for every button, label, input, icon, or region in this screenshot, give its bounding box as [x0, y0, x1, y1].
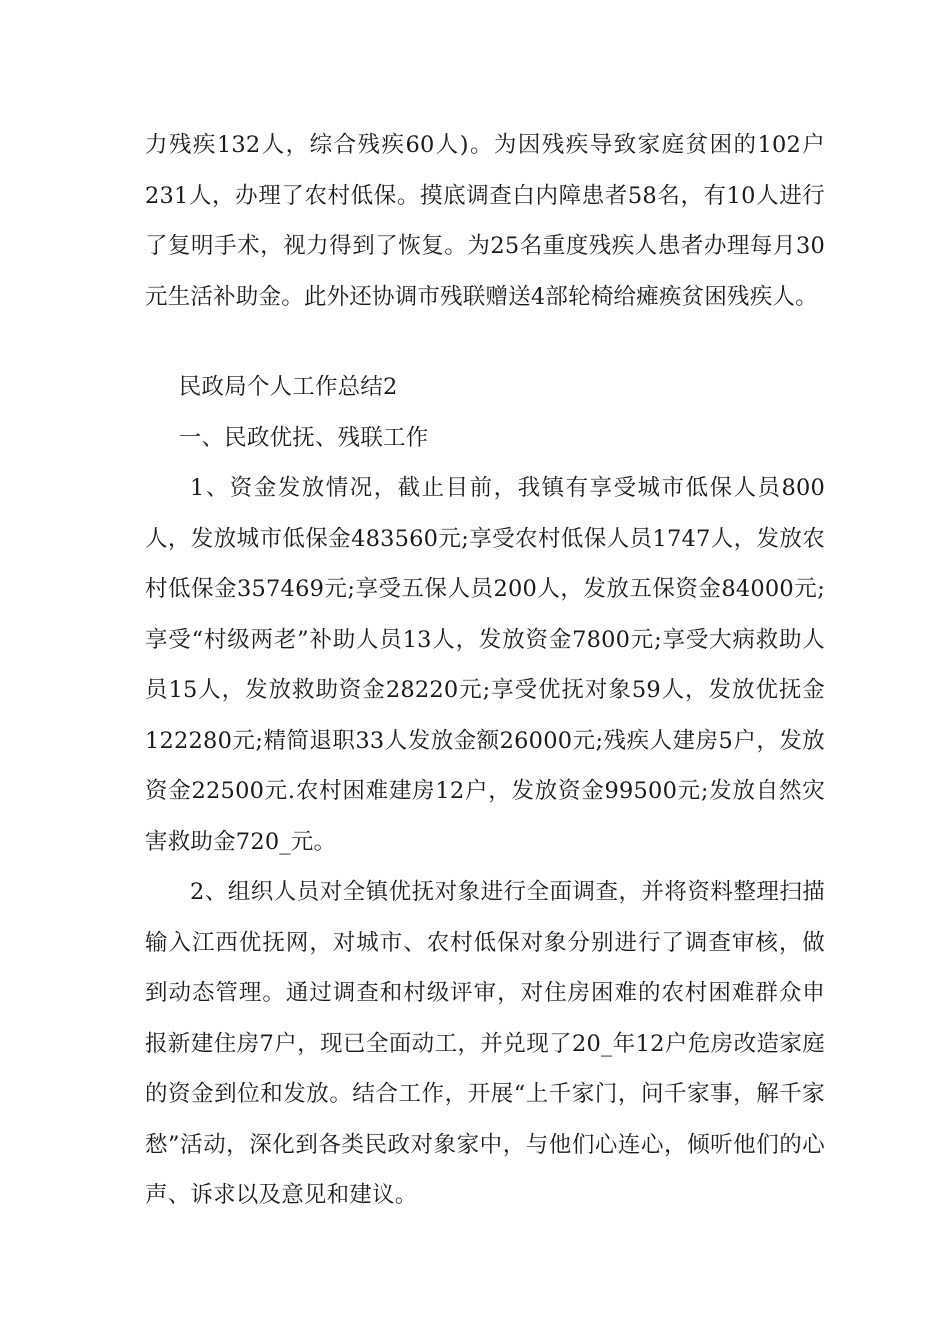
section-title: 民政局个人工作总结2	[178, 374, 398, 400]
document-body	[145, 120, 825, 1221]
paragraph-1: 1、资金发放情况，截止目前，我镇有享受城市低保人员800人，发放城市低保金483560元;享受农村低保人员1747人，发放农村低保金357469元;享受五保人员200人，发放五保资金84000元;享受“村级两老”补助人员13人，发放资金7800元;享受大病救助人员15人，发放救助资金28220元;享受优抚对象59人，发放优抚金122280元;精简退职33人发放金额26000元;残疾人建房5户，发放资金22500元.农村困难建房12户，发放资金99500元;发放自然灾害救助金720_元。	[145, 475, 825, 855]
continued-paragraph: 力残疾132人，综合残疾60人)。为因残疾导致家庭贫困的102户231人，办理了农村低保。摸底调查白内障患者58名，有10人进行了复明手术，视力得到了恢复。为25名重度残疾人患者办理每月30元生活补助金。此外还协调市残联赠送4部轮椅给瘫痪贫困残疾人。	[145, 132, 825, 310]
subsection-title: 一、民政优抚、残联工作	[178, 424, 429, 451]
section-gap	[145, 322, 825, 362]
paragraph-2: 2、组织人员对全镇优抚对象进行全面调查，并将资料整理扫描输入江西优抚网，对城市、农村低保对象分别进行了调查审核，做到动态管理。通过调查和村级评审，对住房困难的农村困难群众申报新建住房7户，现已全面动工，并兑现了20_年12户危房改造家庭的资金到位和发放。结合工作，开展“上千家门，问千家事，解千家愁”活动，深化到各类民政对象家中，与他们心连心，倾听他们的心声、诉求以及意见和建议。	[145, 879, 825, 1208]
